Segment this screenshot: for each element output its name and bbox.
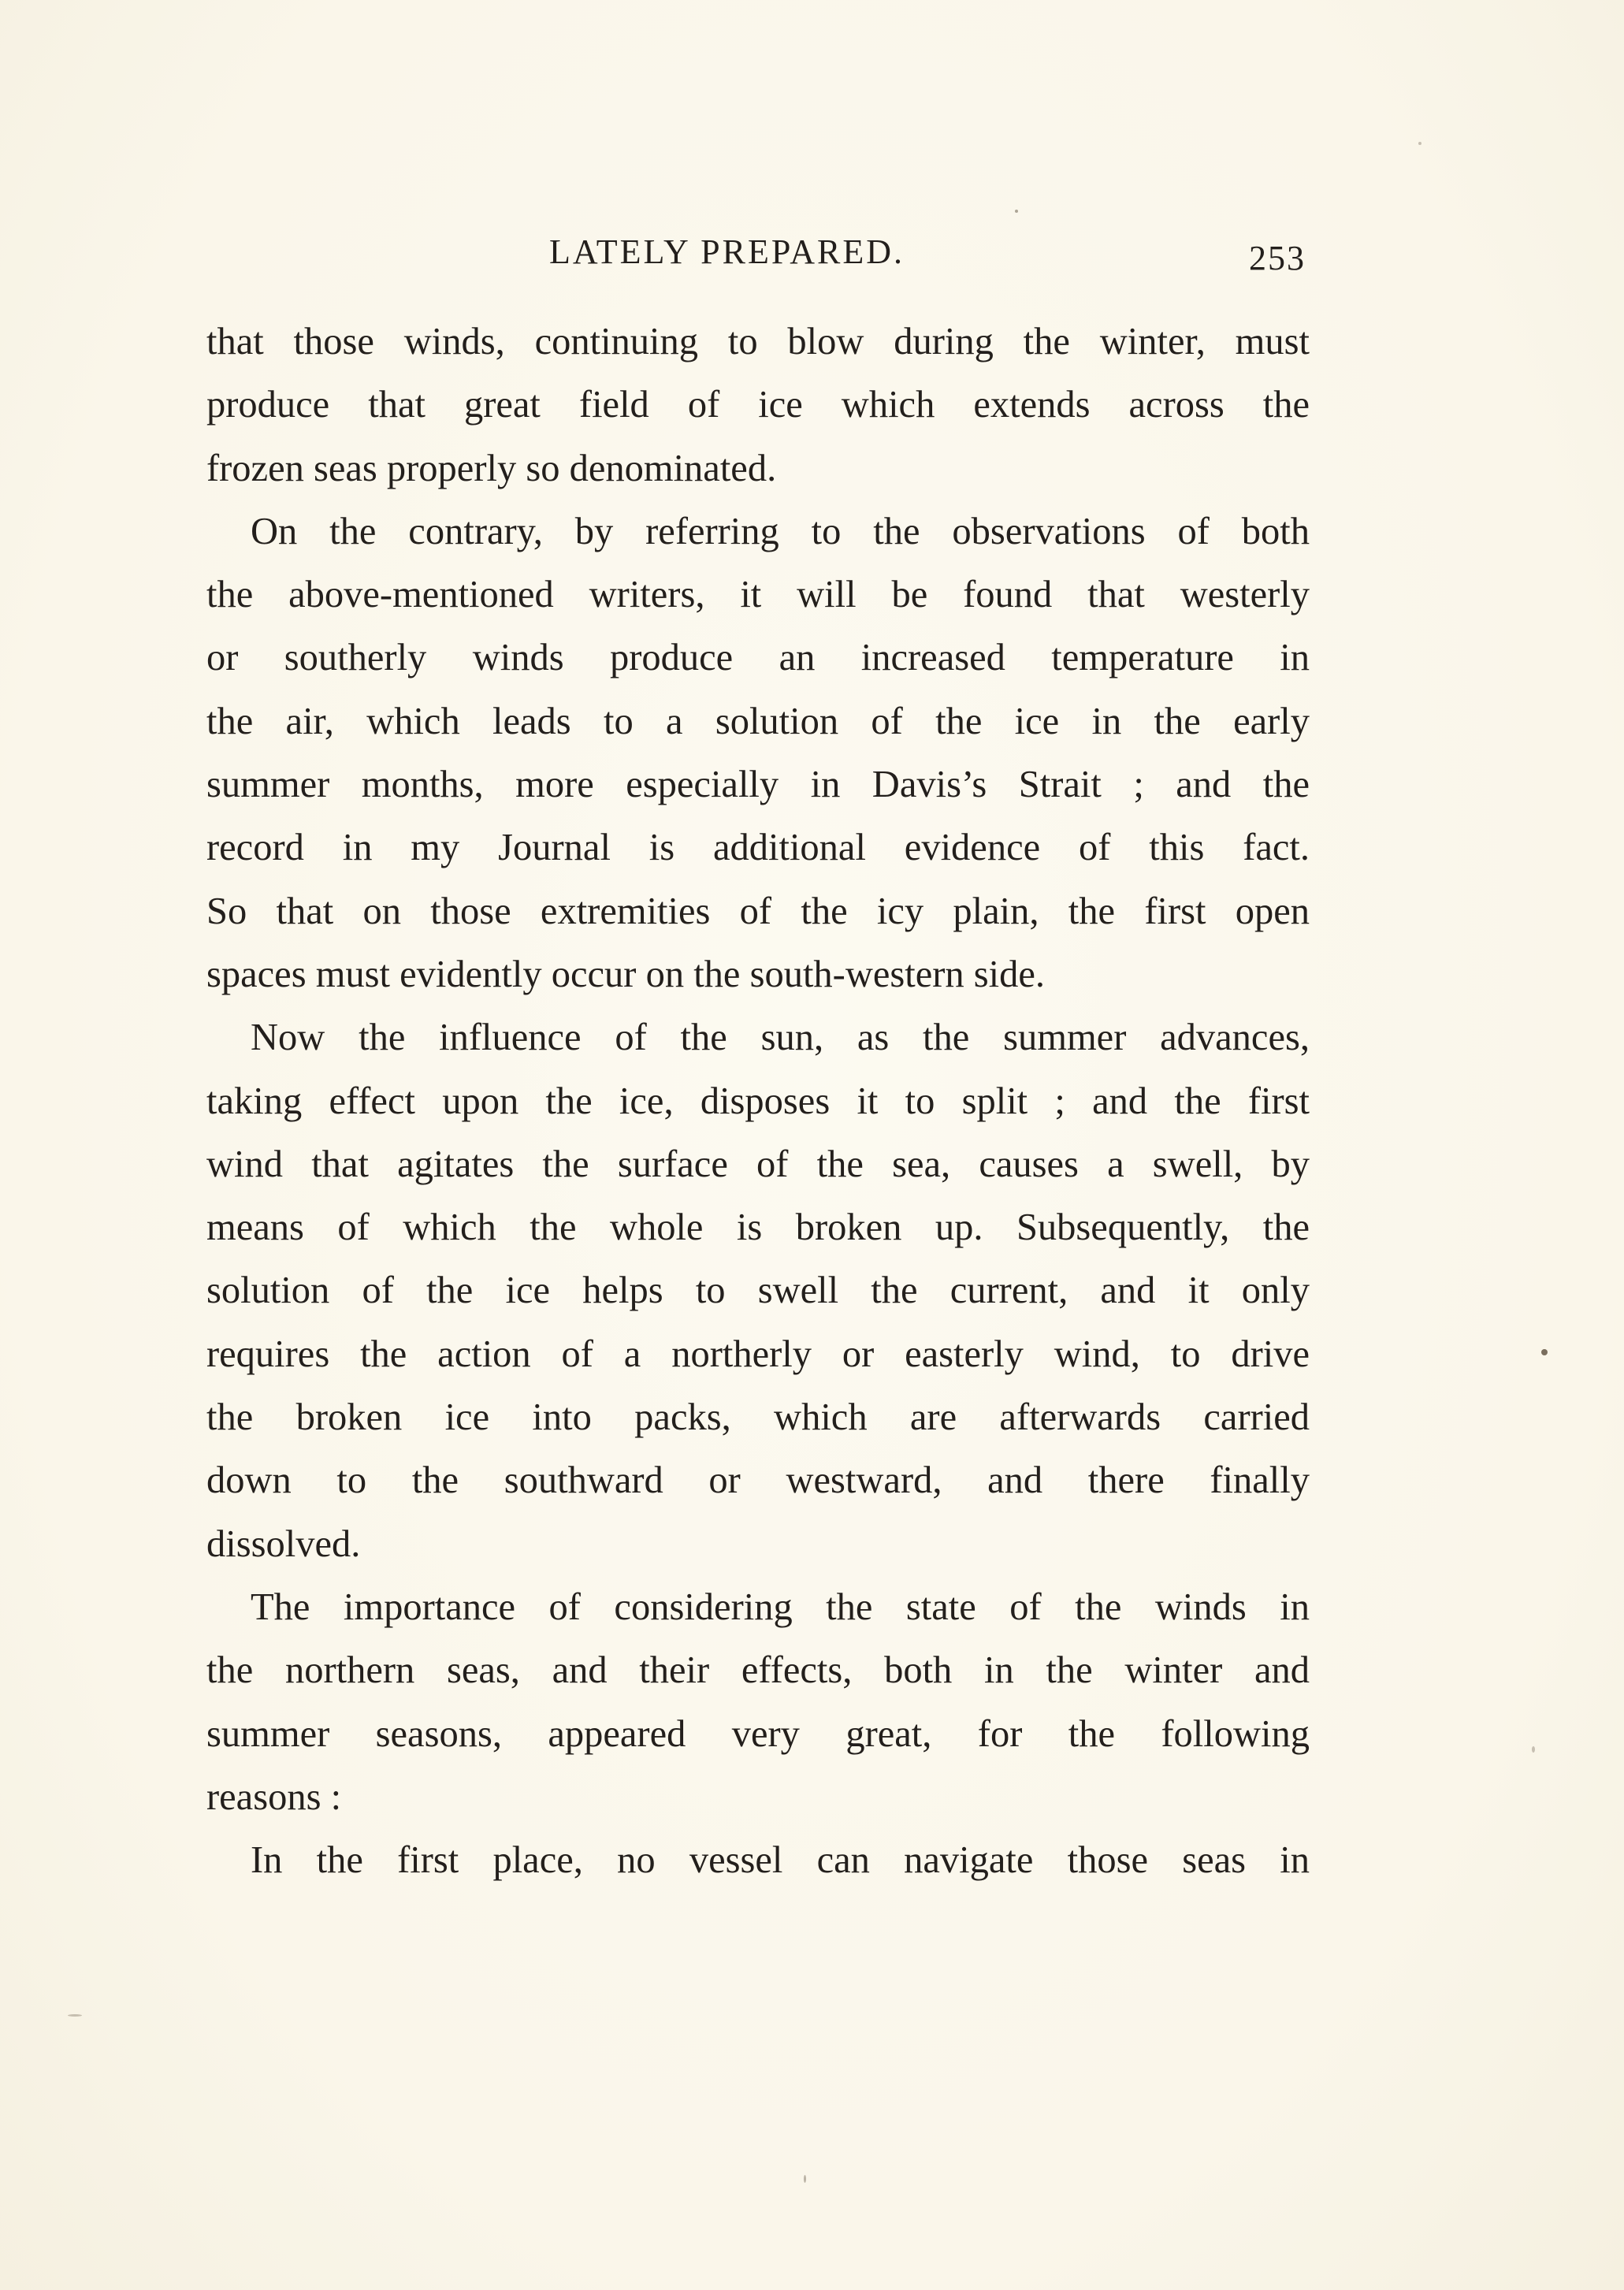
text-line: summer months, more especially in Davis’s Strait ; and the <box>206 764 1310 806</box>
text-line: taking effect upon the ice, disposes it to split ; and the first <box>206 1080 1310 1122</box>
text-line: wind that agitates the surface of the sea, causes a swell, by <box>206 1143 1310 1185</box>
text-line: produce that great field of ice which extends across the <box>206 384 1310 426</box>
text-line: spaces must evidently occur on the south-western side. <box>206 953 1046 995</box>
text-line: the air, which leads to a solution of the ice in the early <box>206 700 1310 742</box>
text-line: the broken ice into packs, which are afterwards carried <box>206 1396 1310 1439</box>
paper-speck <box>1532 1746 1535 1753</box>
paper-speck <box>68 2014 82 2017</box>
page-number: 253 <box>1249 239 1306 277</box>
paragraph-start-line: The importance of considering the state of the winds in <box>251 1586 1310 1628</box>
text-line: means of which the whole is broken up. Subsequently, the <box>206 1206 1310 1249</box>
paper-speck <box>1541 1349 1548 1355</box>
text-line: frozen seas properly so denominated. <box>206 447 777 489</box>
text-line: requires the action of a northerly or easterly wind, to drive <box>206 1333 1310 1375</box>
text-line: the northern seas, and their effects, both in the winter and <box>206 1649 1310 1692</box>
text-line: So that on those extremities of the icy plain, the first open <box>206 890 1310 932</box>
text-line: dissolved. <box>206 1522 361 1565</box>
paragraph-start-line: Now the influence of the sun, as the summer advances, <box>251 1017 1310 1059</box>
paper-speck <box>1418 142 1421 145</box>
paper-speck <box>1015 210 1018 213</box>
text-line: down to the southward or westward, and there finally <box>206 1459 1310 1502</box>
text-line: solution of the ice helps to swell the current, and it only <box>206 1270 1310 1312</box>
text-line: the above-mentioned writers, it will be found that westerly <box>206 574 1310 616</box>
text-line: reasons : <box>206 1775 342 1818</box>
paper-speck <box>804 2175 806 2183</box>
running-head: LATELY PREPARED. <box>549 232 905 271</box>
text-line: that those winds, continuing to blow during the winter, must <box>206 321 1310 362</box>
text-line: summer seasons, appeared very great, for the following <box>206 1712 1310 1755</box>
paragraph-start-line: On the contrary, by referring to the observations of both <box>251 510 1310 552</box>
paragraph-start-line: In the first place, no vessel can navigate those seas in <box>251 1839 1310 1882</box>
text-line: record in my Journal is additional evidence of this fact. <box>206 827 1310 869</box>
body-text <box>206 310 1310 1892</box>
text-line: or southerly winds produce an increased temperature in <box>206 637 1310 679</box>
